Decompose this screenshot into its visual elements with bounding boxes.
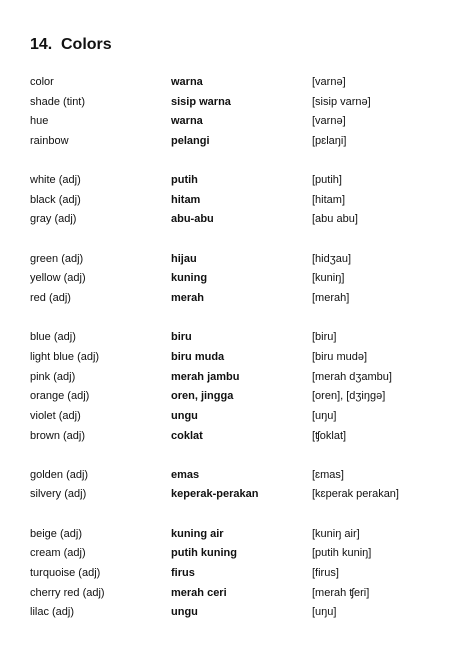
english-term: pink (adj) — [30, 370, 76, 383]
vocab-row — [30, 132, 450, 152]
english-term: yellow (adj) — [30, 272, 86, 285]
english-term: red (adj) — [30, 292, 71, 305]
vocab-row — [30, 250, 450, 270]
transcription: [kuniŋ air] — [312, 527, 360, 540]
indonesian-term: warna — [171, 76, 203, 88]
english-term: hue — [30, 115, 49, 128]
english-term: brown (adj) — [30, 429, 86, 442]
english-term: cherry red (adj) — [30, 586, 105, 599]
transcription: [sisip varnə] — [312, 95, 371, 108]
vocab-row — [30, 387, 450, 407]
english-term: turquoise (adj) — [30, 567, 101, 580]
transcription: [merah ʧeri] — [312, 586, 370, 599]
transcription: [pɛlaŋi] — [312, 134, 347, 147]
indonesian-term: abu-abu — [171, 213, 214, 226]
section-heading — [30, 36, 112, 54]
english-term: beige (adj) — [30, 527, 82, 540]
transcription: [ɛmas] — [312, 468, 344, 481]
section-title: Colors — [61, 36, 112, 53]
indonesian-term: firus — [171, 567, 195, 580]
transcription: [hidʒau] — [312, 252, 352, 265]
vocab-row — [30, 93, 450, 113]
vocab-row — [30, 427, 450, 447]
vocabulary-list — [30, 73, 450, 623]
indonesian-term: keperak-perakan — [171, 488, 259, 501]
vocab-row — [30, 328, 450, 348]
english-term: rainbow — [30, 134, 69, 147]
section-number: 14. — [30, 36, 53, 53]
english-term: green (adj) — [30, 252, 84, 265]
transcription: [firus] — [312, 567, 339, 580]
transcription: [kuniŋ] — [312, 272, 345, 285]
english-term: silvery (adj) — [30, 488, 87, 501]
transcription: [abu abu] — [312, 213, 358, 226]
transcription: [kɛperak perakan] — [312, 488, 399, 501]
transcription: [biru mudə] — [312, 350, 368, 363]
transcription: [uŋu] — [312, 409, 337, 422]
vocab-row — [30, 269, 450, 289]
indonesian-term: biru muda — [171, 350, 225, 363]
transcription: [uŋu] — [312, 606, 337, 619]
indonesian-term: hijau — [171, 252, 197, 265]
vocab-row — [30, 407, 450, 427]
vocab-row — [30, 564, 450, 584]
english-term: blue (adj) — [30, 331, 76, 344]
indonesian-term: merah jambu — [171, 370, 240, 383]
vocab-row — [30, 171, 450, 191]
english-term: shade (tint) — [30, 95, 86, 108]
indonesian-term: merah — [171, 292, 205, 305]
transcription: [varnə] — [312, 115, 346, 128]
transcription: [oren], [dʒiŋgə] — [312, 390, 386, 403]
indonesian-term: biru — [171, 331, 192, 344]
transcription: [putih kuniŋ] — [312, 547, 372, 560]
english-term: cream (adj) — [30, 547, 86, 560]
vocab-row — [30, 289, 450, 309]
vocab-row — [30, 525, 450, 545]
indonesian-term: hitam — [171, 193, 201, 206]
english-term: color — [30, 76, 54, 88]
transcription: [merah] — [312, 292, 350, 305]
vocab-row — [30, 603, 450, 623]
vocab-row — [30, 485, 450, 505]
indonesian-term: sisip warna — [171, 95, 231, 108]
indonesian-term: merah ceri — [171, 586, 227, 599]
vocab-row — [30, 348, 450, 368]
vocab-row — [30, 368, 450, 388]
transcription: [ʧoklat] — [312, 429, 347, 442]
indonesian-term: kuning air — [171, 527, 224, 540]
english-term: golden (adj) — [30, 468, 89, 481]
vocab-row — [30, 466, 450, 486]
vocab-row — [30, 584, 450, 604]
vocab-row — [30, 544, 450, 564]
transcription: [hitam] — [312, 193, 346, 206]
indonesian-term: ungu — [171, 606, 198, 619]
vocab-row — [30, 73, 450, 93]
english-term: white (adj) — [30, 174, 81, 187]
indonesian-term: coklat — [171, 429, 203, 442]
indonesian-term: putih — [171, 174, 198, 187]
indonesian-term: pelangi — [171, 134, 210, 147]
vocab-row — [30, 210, 450, 230]
indonesian-term: oren, jingga — [171, 390, 234, 403]
english-term: black (adj) — [30, 193, 81, 206]
transcription: [merah dʒambu] — [312, 370, 392, 383]
english-term: lilac (adj) — [30, 606, 75, 619]
english-term: gray (adj) — [30, 213, 77, 226]
indonesian-term: putih kuning — [171, 547, 237, 560]
vocab-row — [30, 191, 450, 211]
english-term: orange (adj) — [30, 390, 90, 403]
indonesian-term: emas — [171, 468, 200, 481]
transcription: [varnə] — [312, 76, 346, 88]
transcription: [putih] — [312, 174, 342, 187]
transcription: [biru] — [312, 331, 337, 344]
indonesian-term: kuning — [171, 272, 208, 285]
indonesian-term: ungu — [171, 409, 198, 422]
english-term: light blue (adj) — [30, 350, 100, 363]
vocab-row — [30, 112, 450, 132]
english-term: violet (adj) — [30, 409, 81, 422]
indonesian-term: warna — [171, 115, 203, 128]
